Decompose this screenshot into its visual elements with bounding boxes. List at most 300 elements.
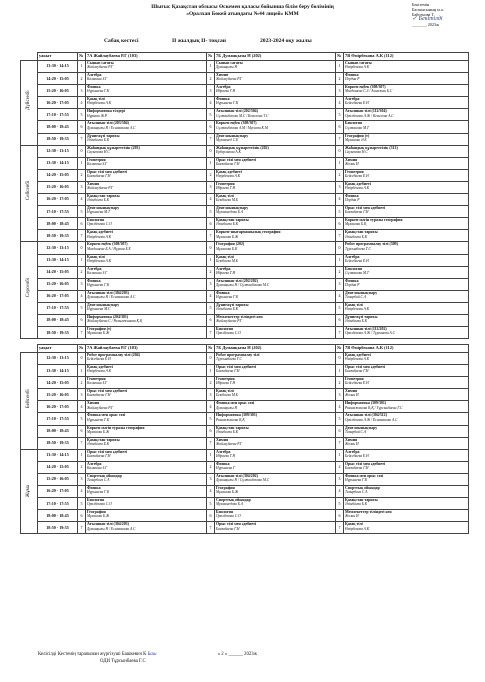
teacher-name: Оралбекова А.Ж / Тұрғанова А.С: [345, 331, 396, 336]
subject-name: Робот программалау тілі (204): [87, 353, 140, 357]
table-row: [21, 365, 469, 377]
lesson-time: 12:30 - 13:15: [38, 145, 78, 157]
teacher-name: Бейсебаева Е.Н: [345, 381, 369, 386]
subject-name: Химия: [87, 181, 100, 186]
subject-name: Алгебра: [216, 449, 231, 454]
teacher-name: Думанқызы Н / Сұлтанбекова М.С: [216, 282, 270, 287]
lesson-number: 4: [336, 97, 344, 109]
teacher-name: Оралбекова С.О: [87, 222, 112, 227]
teacher-name: Ибраева Г.Н: [216, 453, 236, 458]
lesson-number: 4: [336, 486, 344, 498]
footer-date: « 2 » ______ 2023ж: [217, 652, 257, 657]
lesson-cell: [344, 522, 469, 534]
lesson-number: 4: [207, 290, 215, 302]
teacher-name: Әлімбаева Б.К: [87, 137, 110, 142]
lesson-number: 3: [78, 85, 86, 97]
teacher-name: Темирбаев С.А: [87, 478, 110, 483]
subject-name: Биология: [87, 498, 104, 503]
lesson-cell: [215, 97, 336, 109]
subject-name: Физика: [345, 194, 359, 199]
schedule-table-2: [20, 344, 469, 534]
subject-name: География (т): [345, 133, 370, 138]
lesson-number: 3: [336, 181, 344, 193]
teacher-name: Бейсебаева Е.Н: [345, 174, 369, 179]
subject-name: Қазақстан тарихы: [216, 218, 249, 223]
lesson-number: 4: [336, 194, 344, 206]
table-header-row: [21, 53, 469, 61]
lesson-number: 1: [207, 449, 215, 461]
table-row: [21, 61, 469, 73]
subject-name: Алгебра: [345, 254, 360, 259]
lesson-cell: [344, 498, 469, 510]
lesson-number: 4: [207, 401, 215, 413]
teacher-name: Рахымжанова Қ.Қ: [216, 417, 245, 422]
header-line-2: «Оралхан Бөкей атындағы №44 лицей» КММ: [186, 10, 299, 17]
subject-name: Қазақ тілі: [87, 254, 105, 259]
subject-name: Ағылшын тілі (304/202): [216, 473, 258, 478]
lesson-time: 16:20 - 17:05: [38, 401, 78, 413]
lesson-time: 18:50 - 19:35: [38, 437, 78, 449]
teacher-name: Өмірбекова А.К: [87, 234, 112, 239]
teacher-name: Мухаммедова Б.А: [216, 210, 244, 215]
lesson-cell: [344, 157, 469, 169]
lesson-number: 4: [78, 97, 86, 109]
lesson-number: 7: [336, 327, 344, 339]
lesson-cell: [215, 486, 336, 498]
lesson-number: 4: [78, 486, 86, 498]
teacher-name: Мухаммед С.Е: [216, 137, 239, 142]
subject-name: Қазақстан тарихы: [87, 194, 120, 199]
table-row: [21, 290, 469, 302]
table-row: [21, 425, 469, 437]
schedule-title: Сабақ кестесі: [104, 38, 139, 44]
subject-name: Жаһандық құзыреттілік (312): [345, 145, 398, 150]
lesson-cell: [215, 181, 336, 193]
day-name: Бейсенбі: [25, 388, 31, 408]
lesson-cell: [215, 85, 336, 97]
lesson-cell: [344, 242, 469, 254]
lesson-cell: [86, 377, 207, 389]
lesson-number: 0: [207, 353, 215, 365]
lesson-cell: [215, 73, 336, 85]
teacher-name: Баязабаева Г.Н: [216, 526, 240, 531]
lesson-cell: [344, 401, 469, 413]
teacher-name: Әлімбаева Б.К: [216, 222, 239, 227]
lesson-number: 2: [336, 377, 344, 389]
lesson-cell: [215, 194, 336, 206]
subject-name: Қазақ тілі: [345, 522, 363, 527]
table-row: [21, 121, 469, 133]
lesson-cell: [344, 413, 469, 425]
lesson-cell: [215, 401, 336, 413]
lesson-number: 4: [207, 97, 215, 109]
subject-name: Жаһандық құзыреттілік (203): [87, 145, 140, 150]
teacher-name: Думанқызы Н: [216, 65, 238, 70]
subject-name: Орыс тілі мен әдебиеті: [345, 461, 386, 466]
lesson-number: 3: [207, 278, 215, 290]
day-label: [21, 145, 38, 242]
teacher-name: Ибраева Г.Н: [216, 270, 236, 275]
subject-name: Дүниежүзі тарихы: [87, 133, 120, 138]
subject-name: Ағылшын тілі (112/304): [345, 109, 387, 114]
teacher-name: Бекібаева М.Б: [216, 258, 238, 263]
teacher-name: Рахымжанова Қ.Қ / Тұрсынбаева Г.С: [345, 405, 403, 410]
lesson-cell: [215, 169, 336, 181]
subject-name: География: [87, 510, 106, 515]
teacher-name: Нұрышева Г.К: [216, 101, 239, 106]
subject-name: Ағылшын тілі (304/203): [87, 522, 129, 527]
subject-name: Қазақ тілі: [216, 389, 234, 394]
lesson-time: 14:20 - 15:05: [38, 169, 78, 181]
lesson-cell: [344, 290, 469, 302]
teacher-name: Молдашева Б.А / Нұрлан Б.Е: [87, 246, 131, 251]
lesson-cell: [344, 85, 469, 97]
teacher-name: Әлімбаева Б.К: [345, 502, 368, 507]
subject-name: Қазақ әдебиеті: [345, 353, 371, 357]
lesson-cell: [344, 377, 469, 389]
lesson-number: 6: [336, 510, 344, 522]
table-row: [21, 510, 469, 522]
lesson-time: 15:20 - 16:05: [38, 85, 78, 97]
subject-name: Химия: [216, 73, 229, 78]
subject-name: Орыс тілі мен әдебиеті: [345, 206, 386, 211]
stamp-line-4: _______ 2023ж: [412, 22, 439, 27]
lesson-cell: [86, 302, 207, 314]
subject-name: Биология: [87, 218, 104, 223]
subject-name: Көркем еңбек (308/307): [87, 242, 128, 247]
subject-name: Ағылшын тілі (203/304): [87, 121, 129, 126]
table-row: [21, 73, 469, 85]
lesson-cell: [86, 145, 207, 157]
teacher-name: Нұрышева Г.К: [345, 478, 368, 483]
teacher-name: Ерберлінова А.К: [216, 149, 241, 154]
lesson-number: 2: [336, 169, 344, 181]
lesson-cell: [344, 61, 469, 73]
lesson-cell: [215, 121, 336, 133]
table-row: [21, 314, 469, 326]
subject-name: Робот программалау тілі: [216, 353, 260, 357]
subject-name: Химия: [345, 437, 358, 442]
teacher-name: Молдашева С.З / Алимжан Б.С: [345, 89, 393, 94]
subject-name: Биология: [345, 266, 362, 271]
lesson-number: 1: [78, 365, 86, 377]
lesson-cell: [86, 290, 207, 302]
teacher-name: Нұрышева Г.К: [216, 294, 239, 299]
subject-name: Қазақ тілі: [216, 254, 234, 259]
subject-name: Ағылшын тілі (304/203): [87, 290, 129, 295]
lesson-cell: [215, 522, 336, 534]
subject-name: Жаһандық құзыреттілік (202): [216, 145, 269, 150]
teacher-name: Баязабаева Г.Н: [345, 210, 369, 215]
lesson-number: 6: [336, 218, 344, 230]
subject-name: Орыс тілі мен әдебиеті: [87, 389, 128, 394]
lesson-number: 5: [78, 498, 86, 510]
lesson-number: 6: [78, 218, 86, 230]
teacher-name: Мұханова Б.Ж: [87, 331, 110, 336]
lesson-cell: [86, 510, 207, 522]
subject-name: Геометрия: [216, 377, 235, 382]
lesson-cell: [344, 169, 469, 181]
lesson-cell: [86, 425, 207, 437]
subject-name: Геометрия: [345, 377, 364, 382]
lesson-number: 5: [336, 302, 344, 314]
table-row: [21, 169, 469, 181]
lesson-number: 7: [207, 327, 215, 339]
subject-name: Биология: [345, 121, 362, 126]
lesson-cell: [344, 425, 469, 437]
header-line-1: Шығыс Қазақстан облысы Өскемен қаласы бойынша білім беру бөлімінің: [151, 4, 334, 10]
lesson-time: 18:50 - 19:35: [38, 230, 78, 242]
teacher-name: Әлімбаева Б.К: [216, 429, 239, 434]
subject-name: Физика мен орыс сөзі: [216, 401, 255, 406]
lesson-number: 2: [336, 73, 344, 85]
lesson-cell: [86, 169, 207, 181]
lesson-cell: [86, 461, 207, 473]
subject-name: География (т): [87, 327, 112, 332]
subject-name: Қазақ әдебиеті: [87, 230, 113, 235]
teacher-name: Жолин И: [345, 161, 359, 166]
teacher-name: Мұханова Б.Ж: [87, 429, 110, 434]
subject-name: Физика: [345, 278, 359, 283]
teacher-name: Жайлаубаева Р.Г: [87, 186, 114, 191]
lesson-cell: [86, 133, 207, 145]
teacher-name: Нұрышева Г.К: [87, 490, 110, 495]
lesson-number: 6: [336, 314, 344, 326]
lesson-cell: [215, 461, 336, 473]
table-row: [21, 473, 469, 485]
subject-name: Робот программалау тілі (309): [345, 242, 398, 247]
lesson-cell: [344, 437, 469, 449]
lesson-number: 0: [78, 353, 86, 365]
schedule-table-1: [20, 52, 469, 339]
lesson-cell: [86, 365, 207, 377]
teacher-name: Жайлаубаева Р.Г: [87, 405, 114, 410]
lesson-number: 1: [336, 449, 344, 461]
subject-name: Химия: [345, 389, 358, 394]
table-row: [21, 401, 469, 413]
lesson-number: 3: [207, 85, 215, 97]
lesson-cell: [86, 413, 207, 425]
teacher-name: Мұханова Б.Қ: [345, 222, 367, 227]
lesson-cell: [215, 413, 336, 425]
table-row: [21, 85, 469, 97]
teacher-name: Жайлаубаева Р.Г: [216, 319, 243, 324]
lesson-number: 1: [78, 61, 86, 73]
table-row: [21, 377, 469, 389]
lesson-cell: [86, 522, 207, 534]
lesson-cell: [215, 510, 336, 522]
subject-name: Алгебра: [345, 97, 360, 102]
teacher-name: Өмірбекова А.К: [345, 186, 370, 191]
teacher-name: Пердин Р: [345, 77, 360, 82]
lesson-time: 14:20 - 15:05: [38, 73, 78, 85]
lesson-number: 7: [336, 133, 344, 145]
lesson-cell: [344, 73, 469, 85]
teacher-name: Оралбекова С.О: [87, 502, 112, 507]
lesson-cell: [215, 133, 336, 145]
teacher-name: Өмірбекова А.К: [87, 258, 112, 263]
lesson-time: 12:30 - 13:15: [38, 242, 78, 254]
teacher-name: Сұлтанбекова А.М / Мусаева К.М: [216, 125, 268, 130]
lesson-number: 3: [78, 278, 86, 290]
lesson-cell: [86, 314, 207, 326]
stamp-line-1: Бекітемін: [412, 2, 430, 7]
lesson-number: 1: [336, 254, 344, 266]
subject-name: Алгебра: [216, 85, 231, 90]
teacher-name: Өмірбекова А.К: [345, 65, 370, 70]
lesson-cell: [344, 133, 469, 145]
teacher-name: Думанқызы Н: [216, 405, 238, 410]
lesson-number: 5: [207, 413, 215, 425]
teacher-name: Әлімбаева Б.К: [345, 319, 368, 324]
subject-name: Физика мен орыс сөзі: [87, 413, 126, 418]
teacher-name: Сұлтанбекова М.С / Кемелова Т.С: [216, 113, 269, 118]
col-7a-header: 7А Жайлаубаева Р.Г (103): [86, 53, 207, 61]
lesson-time: 14:20 - 15:05: [38, 266, 78, 278]
lesson-number: 2: [78, 377, 86, 389]
teacher-name: Бейсебаева Е.Н: [345, 258, 369, 263]
table-row: [21, 97, 469, 109]
subject-name: Қазақ тілі: [216, 194, 234, 199]
table-row: [21, 157, 469, 169]
teacher-name: Өмірбекова А.К: [345, 357, 370, 362]
lesson-cell: [344, 327, 469, 339]
lesson-cell: [344, 254, 469, 266]
lesson-cell: [215, 314, 336, 326]
teacher-name: Өмірбекова А.К: [87, 369, 112, 374]
footer-agreed: Келісілді Кестенің тарапынан жүргізуші Башкевич К: [38, 652, 147, 657]
lesson-number: 5: [78, 109, 86, 121]
lesson-cell: [344, 389, 469, 401]
subject-name: Информатика (309/301): [216, 413, 258, 418]
subject-name: Информатика (309/301): [345, 401, 387, 406]
lesson-time: 18:00 - 18:45: [38, 425, 78, 437]
teacher-name: Кальпина З.Г: [87, 161, 108, 166]
subject-name: Биология: [216, 510, 233, 515]
subject-name: Ағылшын тілі (112/202): [345, 327, 387, 332]
lesson-number: 7: [336, 522, 344, 534]
lesson-cell: [344, 145, 469, 157]
lesson-cell: [215, 157, 336, 169]
teacher-name: Өмірбекова А.К: [345, 526, 370, 531]
lesson-cell: [86, 254, 207, 266]
teacher-name: Мұханова Б.К: [216, 246, 238, 251]
teacher-name: Сұлтанова М.Т: [345, 270, 369, 275]
subject-name: Дене шынықтыру: [87, 302, 120, 307]
lesson-number: 5: [336, 498, 344, 510]
lesson-time: 18:50 - 19:35: [38, 522, 78, 534]
teacher-name: Өмірбекова А.К: [87, 101, 112, 106]
teacher-name: Думанқызы Н / Есимханова А.С: [87, 526, 136, 531]
day-name: Сәрсенбі: [25, 278, 31, 298]
teacher-name: Нұрышева Г.К: [87, 89, 110, 94]
term-label: ІІ жылдық ІІ- тоқсан: [172, 38, 227, 44]
lesson-number: 3: [78, 473, 86, 485]
subject-name: Қазақ әдебиеті: [345, 181, 371, 186]
teacher-name: Ибраева Г.Н: [216, 89, 236, 94]
teacher-name: Темирбай С.А: [345, 429, 367, 434]
lesson-number: 7: [78, 230, 86, 242]
lesson-number: 1: [78, 254, 86, 266]
teacher-name: Бейсебаева Е.Н: [87, 357, 111, 362]
table-row: [21, 145, 469, 157]
teacher-name: Кальпина З.Г: [87, 466, 108, 471]
subject-name: Информатика (204/301): [87, 314, 129, 319]
lesson-time: 16:20 - 17:05: [38, 290, 78, 302]
lesson-cell: [86, 266, 207, 278]
subject-name: Қазақ әдебиеті: [87, 365, 113, 370]
teacher-name: Кальпина З.Г: [87, 77, 108, 82]
lesson-time: 15:20 - 16:05: [38, 389, 78, 401]
lesson-number: 2: [207, 73, 215, 85]
col-7v-header: 7В Өмірбекова А.К (112): [344, 53, 469, 61]
lesson-cell: [215, 145, 336, 157]
table-row: [21, 206, 469, 218]
lesson-cell: [86, 230, 207, 242]
teacher-name: Жолин И: [345, 441, 359, 446]
lesson-number: 6: [207, 314, 215, 326]
table-row: [21, 327, 469, 339]
subject-name: Геометрия: [87, 157, 106, 162]
lesson-time: 16:20 - 17:05: [38, 486, 78, 498]
lesson-number: 2: [78, 73, 86, 85]
lesson-cell: [215, 473, 336, 485]
teacher-name: Баязабаева Г.Н: [87, 453, 111, 458]
lesson-number: 2: [78, 266, 86, 278]
teacher-name: Кальпина З.Г: [87, 381, 108, 386]
lesson-cell: [86, 401, 207, 413]
lesson-cell: [344, 266, 469, 278]
day-name: Жұма: [25, 485, 31, 498]
lesson-time: 12:30 - 13:15: [38, 353, 78, 365]
lesson-number: 3: [78, 389, 86, 401]
subject-name: Биология: [216, 327, 233, 332]
lesson-number: 5: [336, 413, 344, 425]
lesson-cell: [344, 486, 469, 498]
lesson-number: 4: [207, 194, 215, 206]
subject-name: Геометрия: [345, 169, 364, 174]
col-7b-header: 7Б Думанқызы Н (202): [215, 345, 336, 353]
teacher-name: Мұханова Б.Ж: [87, 514, 110, 519]
day-label: [21, 449, 38, 534]
lesson-time: 13:30 - 14:15: [38, 254, 78, 266]
lesson-cell: [86, 389, 207, 401]
col-time-header: уакыт: [38, 53, 78, 61]
lesson-cell: [344, 121, 469, 133]
subject-name: Физика мен орыс сөзі: [345, 473, 384, 478]
teacher-name: Оралбекова А.Ж / Кемелова А.С: [345, 113, 394, 118]
lesson-cell: [344, 97, 469, 109]
lesson-number: 6: [336, 121, 344, 133]
teacher-name: Жайлаубаева Р.Г: [216, 77, 243, 82]
lesson-time: 15:20 - 16:05: [38, 278, 78, 290]
subject-name: Дене шынықтыру: [345, 290, 378, 295]
subject-name: Қазақ тілі: [345, 302, 363, 307]
lesson-number: 1: [78, 157, 86, 169]
teacher-name: Ибраева Г.Н: [216, 381, 236, 386]
subject-name: Көркем еңбек (308/307): [216, 121, 257, 126]
subject-name: Алгебра: [87, 461, 102, 466]
lesson-number: 0: [207, 145, 215, 157]
lesson-cell: [344, 314, 469, 326]
lesson-number: 1: [207, 254, 215, 266]
lesson-number: 1: [336, 157, 344, 169]
approval-footer: [38, 652, 478, 664]
lesson-cell: [86, 242, 207, 254]
lesson-cell: [344, 230, 469, 242]
subject-name: Қазақ әдебиеті: [216, 169, 242, 174]
lesson-number: 3: [336, 389, 344, 401]
